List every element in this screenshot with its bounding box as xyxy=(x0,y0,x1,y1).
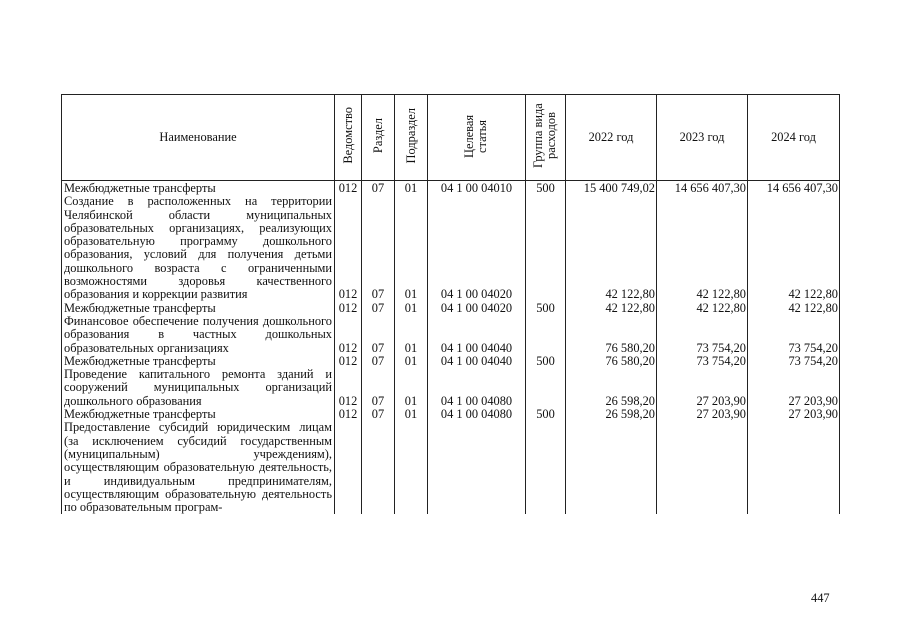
budget-table xyxy=(61,94,840,514)
row-value-2024: 42 122,80 xyxy=(748,195,840,301)
row-department: 012 xyxy=(335,355,362,368)
header-subsection: Подраздел xyxy=(395,95,428,181)
row-expense-group xyxy=(526,421,566,514)
row-expense-group: 500 xyxy=(526,408,566,421)
row-subsection: 01 xyxy=(395,355,428,368)
row-value-2022: 26 598,20 xyxy=(566,368,657,408)
row-section: 07 xyxy=(362,408,395,421)
row-target-item: 04 1 00 04020 xyxy=(428,195,526,301)
row-department: 012 xyxy=(335,408,362,421)
header-2022: 2022 год xyxy=(566,95,657,181)
table-body xyxy=(62,181,840,515)
row-subsection xyxy=(395,421,428,514)
row-expense-group xyxy=(526,195,566,301)
row-subsection: 01 xyxy=(395,315,428,355)
row-value-2022: 42 122,80 xyxy=(566,302,657,315)
row-name: Проведение капитального ремонта зданий и сооружений муниципальных организаций дошкольного образования xyxy=(62,368,335,408)
table-row xyxy=(62,181,840,196)
row-value-2024: 14 656 407,30 xyxy=(748,181,840,196)
row-name: Межбюджетные трансферты xyxy=(62,355,335,368)
row-value-2023: 27 203,90 xyxy=(657,408,748,421)
table-row xyxy=(62,368,840,408)
header-expense-group: Группа вида расходов xyxy=(526,95,566,181)
row-name: Предоставление субсидий юридическим лицам (за исключением субсидий государственным (муниципальным) учреждениям), осуществляющим образовательную деятельность, и индивидуальным предпринимателям, осуществляющим образовательную деятельность по образовательным програм- xyxy=(62,421,335,514)
row-value-2024: 73 754,20 xyxy=(748,355,840,368)
row-value-2023: 42 122,80 xyxy=(657,302,748,315)
row-target-item: 04 1 00 04080 xyxy=(428,408,526,421)
row-department: 012 xyxy=(335,315,362,355)
table-row xyxy=(62,355,840,368)
row-subsection: 01 xyxy=(395,302,428,315)
row-value-2022: 42 122,80 xyxy=(566,195,657,301)
page-number: 447 xyxy=(811,591,830,605)
table-row xyxy=(62,408,840,421)
row-value-2022: 15 400 749,02 xyxy=(566,181,657,196)
row-section: 07 xyxy=(362,355,395,368)
row-value-2024: 27 203,90 xyxy=(748,368,840,408)
row-value-2024: 27 203,90 xyxy=(748,408,840,421)
row-section: 07 xyxy=(362,315,395,355)
row-expense-group xyxy=(526,368,566,408)
row-expense-group: 500 xyxy=(526,355,566,368)
row-section xyxy=(362,421,395,514)
row-department: 012 xyxy=(335,195,362,301)
row-section: 07 xyxy=(362,195,395,301)
table-row xyxy=(62,195,840,301)
row-target-item: 04 1 00 04080 xyxy=(428,368,526,408)
row-subsection: 01 xyxy=(395,195,428,301)
row-name: Межбюджетные трансферты xyxy=(62,181,335,196)
header-row xyxy=(62,95,840,181)
row-subsection: 01 xyxy=(395,368,428,408)
row-department xyxy=(335,421,362,514)
row-section: 07 xyxy=(362,181,395,196)
row-name: Финансовое обеспечение получения дошкольного образования в частных дошкольных образовательных организациях xyxy=(62,315,335,355)
row-department: 012 xyxy=(335,181,362,196)
row-department: 012 xyxy=(335,368,362,408)
header-section: Раздел xyxy=(362,95,395,181)
row-target-item: 04 1 00 04010 xyxy=(428,181,526,196)
row-name: Межбюджетные трансферты xyxy=(62,302,335,315)
row-expense-group: 500 xyxy=(526,302,566,315)
table-row xyxy=(62,315,840,355)
row-target-item xyxy=(428,421,526,514)
table-row xyxy=(62,421,840,514)
row-value-2023: 73 754,20 xyxy=(657,315,748,355)
row-expense-group xyxy=(526,315,566,355)
row-value-2023 xyxy=(657,421,748,514)
row-value-2022 xyxy=(566,421,657,514)
row-subsection: 01 xyxy=(395,181,428,196)
row-subsection: 01 xyxy=(395,408,428,421)
row-name: Межбюджетные трансферты xyxy=(62,408,335,421)
row-department: 012 xyxy=(335,302,362,315)
row-value-2023: 27 203,90 xyxy=(657,368,748,408)
row-expense-group: 500 xyxy=(526,181,566,196)
row-target-item: 04 1 00 04020 xyxy=(428,302,526,315)
table-row xyxy=(62,302,840,315)
row-value-2023: 73 754,20 xyxy=(657,355,748,368)
row-name: Создание в расположенных на территории Челябинской области муниципальных образовательных организациях, реализующих образовательную программу дошкольного образования, условий для получения детьми дошкольного возраста с ограниченными возможностями здоровья качественного образования и коррекции развития xyxy=(62,195,335,301)
header-name: Наименование xyxy=(62,95,335,181)
row-section: 07 xyxy=(362,302,395,315)
row-value-2024: 42 122,80 xyxy=(748,302,840,315)
header-2024: 2024 год xyxy=(748,95,840,181)
header-2023: 2023 год xyxy=(657,95,748,181)
header-department: Ведомство xyxy=(335,95,362,181)
row-section: 07 xyxy=(362,368,395,408)
row-value-2024: 73 754,20 xyxy=(748,315,840,355)
row-target-item: 04 1 00 04040 xyxy=(428,355,526,368)
row-value-2022: 76 580,20 xyxy=(566,315,657,355)
row-value-2023: 42 122,80 xyxy=(657,195,748,301)
row-value-2022: 26 598,20 xyxy=(566,408,657,421)
row-target-item: 04 1 00 04040 xyxy=(428,315,526,355)
row-value-2022: 76 580,20 xyxy=(566,355,657,368)
header-target-item: Целевая статья xyxy=(428,95,526,181)
row-value-2023: 14 656 407,30 xyxy=(657,181,748,196)
row-value-2024 xyxy=(748,421,840,514)
